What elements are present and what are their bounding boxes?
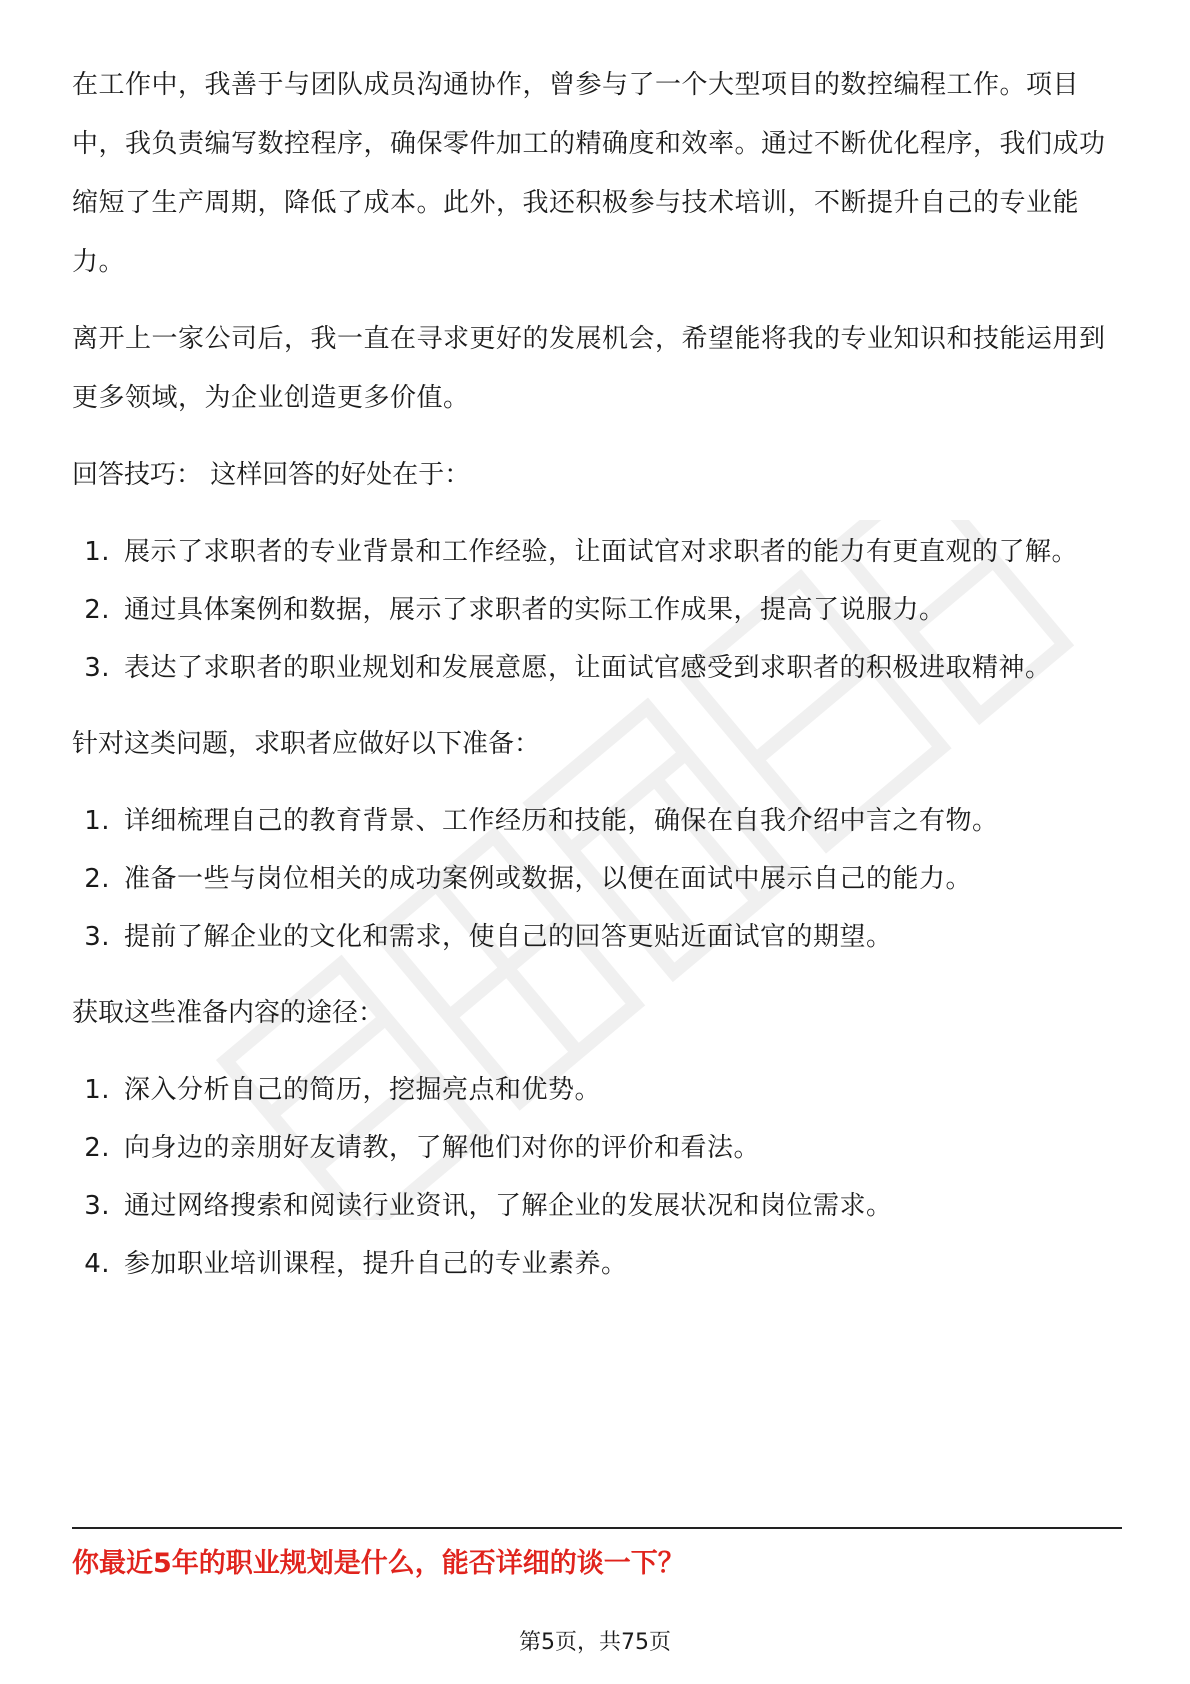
list-text: 通过网络搜索和阅读行业资讯，了解企业的发展状况和岗位需求。 — [124, 1191, 893, 1221]
list-item — [72, 523, 1122, 581]
list-number: 1. — [84, 806, 110, 836]
list-item — [72, 1061, 1122, 1119]
list-text: 展示了求职者的专业背景和工作经验，让面试官对求职者的能力有更直观的了解。 — [124, 537, 1079, 567]
list-item — [72, 1235, 1122, 1293]
list-item — [72, 639, 1122, 697]
list-text: 参加职业培训课程，提升自己的专业素养。 — [124, 1249, 628, 1279]
list-text: 深入分析自己的简历，挖掘亮点和优势。 — [124, 1075, 602, 1105]
tips-list — [72, 523, 1122, 697]
prep-heading: 针对这类问题，求职者应做好以下准备： — [72, 729, 541, 759]
intro-paragraph-1: 在工作中，我善于与团队成员沟通协作，曾参与了一个大型项目的数控编程工作。项目中，我负责编写数控程序，确保零件加工的精确度和效率。通过不断优化程序，我们成功缩短了生产周期，降低了成本。此外，我还积极参与技术培训，不断提升自己的专业能力。 — [72, 70, 1106, 277]
sources-list — [72, 1061, 1122, 1293]
list-text: 详细梳理自己的教育背景、工作经历和技能，确保在自我介绍中言之有物。 — [124, 806, 999, 836]
list-text: 准备一些与岗位相关的成功案例或数据，以便在面试中展示自己的能力。 — [124, 864, 973, 894]
list-number: 1. — [84, 1075, 110, 1105]
list-item — [72, 792, 1122, 850]
intro-paragraph-2: 离开上一家公司后，我一直在寻求更好的发展机会，希望能将我的专业知识和技能运用到更多领域，为企业创造更多价值。 — [72, 324, 1106, 413]
list-number: 2. — [84, 864, 110, 894]
next-question-heading: 你最近5年的职业规划是什么，能否详细的谈一下？ — [72, 1548, 685, 1579]
list-text: 通过具体案例和数据，展示了求职者的实际工作成果，提高了说服力。 — [124, 595, 946, 625]
list-text: 向身边的亲朋好友请教，了解他们对你的评价和看法。 — [124, 1133, 761, 1163]
list-item — [72, 581, 1122, 639]
list-item — [72, 908, 1122, 966]
list-text: 表达了求职者的职业规划和发展意愿，让面试官感受到求职者的积极进取精神。 — [124, 653, 1052, 683]
prep-list — [72, 792, 1122, 966]
list-number: 1. — [84, 537, 110, 567]
list-text: 提前了解企业的文化和需求，使自己的回答更贴近面试官的期望。 — [124, 922, 893, 952]
section-divider — [72, 1527, 1122, 1529]
list-number: 2. — [84, 595, 110, 625]
list-number: 3. — [84, 1191, 110, 1221]
tips-heading: 回答技巧： 这样回答的好处在于： — [72, 460, 471, 490]
list-number: 3. — [84, 922, 110, 952]
sources-heading: 获取这些准备内容的途径： — [72, 998, 385, 1028]
list-number: 4. — [84, 1249, 110, 1279]
list-item — [72, 1177, 1122, 1235]
list-number: 3. — [84, 653, 110, 683]
list-item — [72, 1119, 1122, 1177]
list-item — [72, 850, 1122, 908]
document-body — [72, 56, 1122, 1311]
list-number: 2. — [84, 1133, 110, 1163]
page-number: 第5页，共75页 — [519, 1630, 671, 1655]
